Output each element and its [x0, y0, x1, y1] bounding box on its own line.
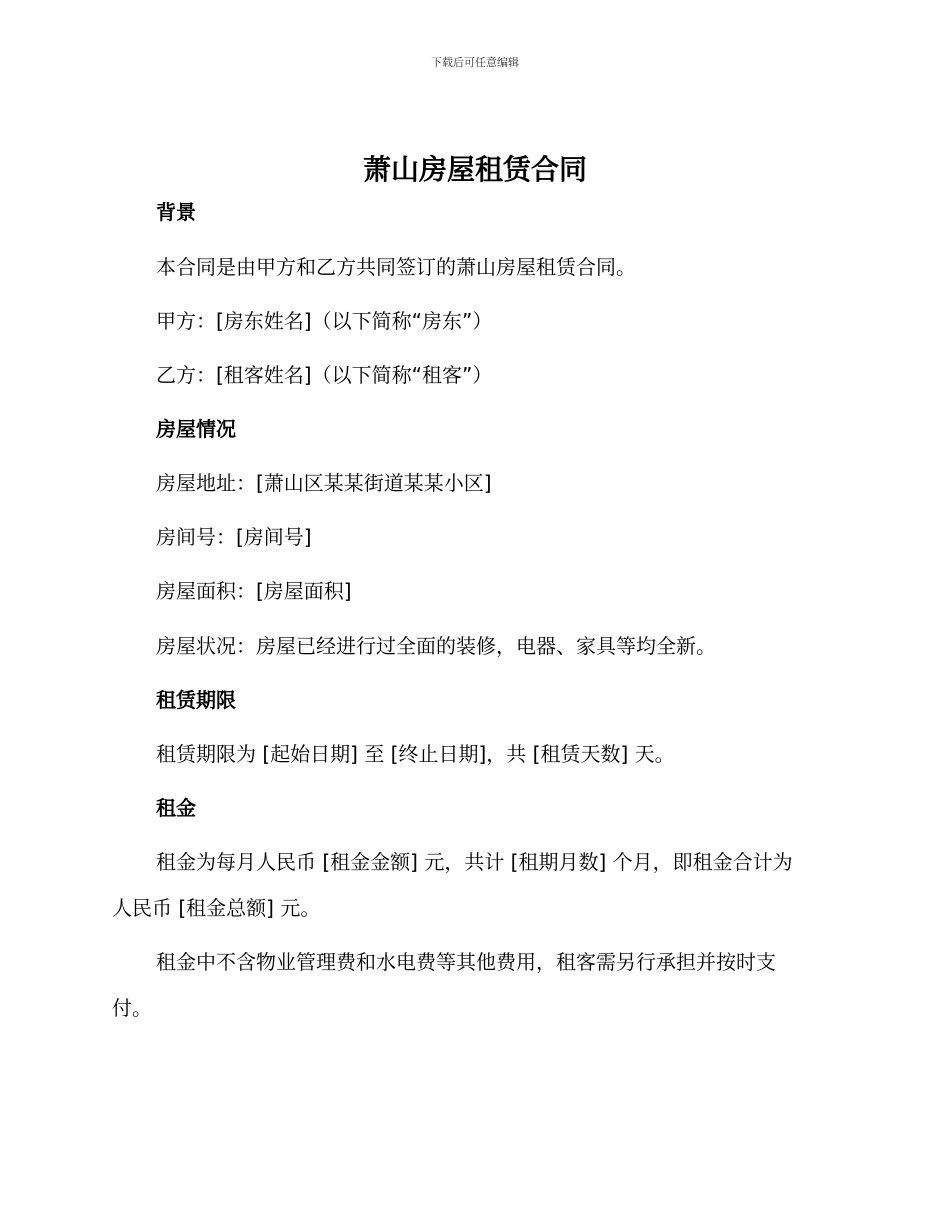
section-heading-background: 背景 [156, 200, 196, 224]
paragraph-area: 房屋面积：[房屋面积] [156, 579, 352, 603]
paragraph-fees-line-2: 付。 [112, 996, 152, 1020]
paragraph-party-a: 甲方：[房东姓名]（以下简称“房东”） [156, 309, 493, 333]
section-heading-property: 房屋情况 [156, 417, 236, 441]
paragraph-address: 房屋地址：[萧山区某某街道某某小区] [156, 471, 492, 495]
paragraph-party-b: 乙方：[租客姓名]（以下简称“租客”） [156, 363, 493, 387]
section-heading-rent: 租金 [156, 796, 196, 820]
paragraph-rent-line-2: 人民币 [租金总额] 元。 [112, 896, 321, 920]
paragraph-term: 租赁期限为 [起始日期] 至 [终止日期]，共 [租赁天数] 天。 [156, 742, 675, 766]
paragraph-intro: 本合同是由甲方和乙方共同签订的萧山房屋租赁合同。 [156, 255, 636, 279]
paragraph-room-number: 房间号：[房间号] [156, 525, 312, 549]
paragraph-rent-line-1: 租金为每月人民币 [租金金额] 元，共计 [租期月数] 个月，即租金合计为 [156, 850, 793, 874]
page-header-note: 下载后可任意编辑 [431, 56, 519, 69]
paragraph-condition: 房屋状况：房屋已经进行过全面的装修，电器、家具等均全新。 [156, 634, 716, 658]
paragraph-fees-line-1: 租金中不含物业管理费和水电费等其他费用，租客需另行承担并按时支 [156, 950, 776, 974]
section-heading-term: 租赁期限 [156, 688, 236, 712]
document-title: 萧山房屋租赁合同 [362, 153, 587, 186]
